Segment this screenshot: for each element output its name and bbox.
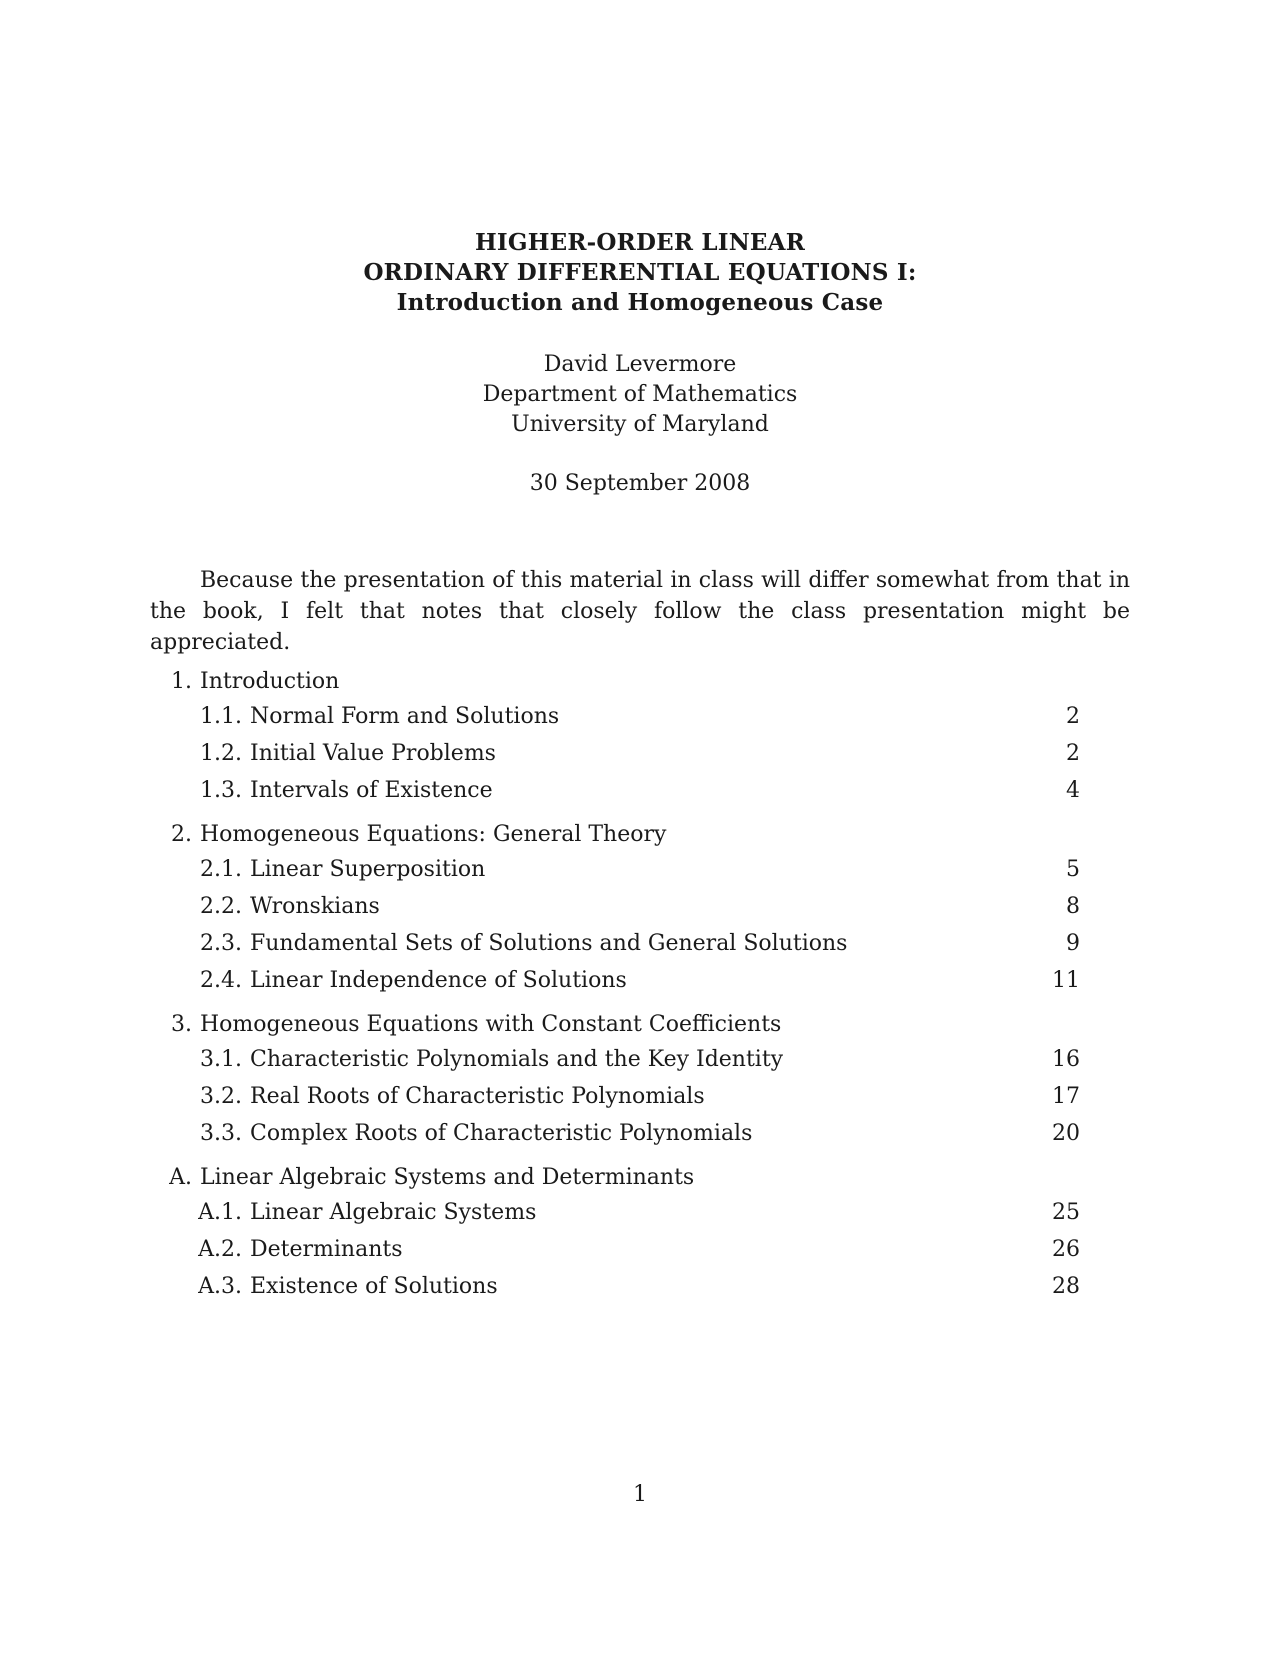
toc-entry [150, 851, 1080, 888]
toc-entry-label: Fundamental Sets of Solutions and General Solutions [250, 931, 848, 956]
toc-entry-label: Wronskians [250, 894, 380, 919]
toc-entry [150, 1194, 1080, 1231]
page-number: 1 [633, 1482, 647, 1507]
toc-entry-page: 5 [1066, 857, 1080, 882]
toc-section-label: Linear Algebraic Systems and Determinants [200, 1164, 695, 1190]
toc-entry-label: Linear Independence of Solutions [250, 968, 627, 993]
toc-entry-page: 28 [1052, 1274, 1080, 1299]
toc-entry-label: Intervals of Existence [250, 778, 493, 803]
paper-title [0, 228, 1280, 318]
toc-entry [150, 962, 1080, 999]
toc-entry-number: 2.1. [200, 857, 242, 882]
toc-section-label: Homogeneous Equations with Constant Coefficients [200, 1011, 782, 1037]
toc-entry-label: Linear Algebraic Systems [250, 1200, 537, 1225]
toc-entry-label: Determinants [250, 1237, 403, 1262]
toc-entry-page: 9 [1066, 931, 1080, 956]
toc-entry-page: 11 [1052, 968, 1080, 993]
toc-entry-label: Complex Roots of Characteristic Polynomials [250, 1121, 753, 1146]
title-line-3: Introduction and Homogeneous Case [396, 289, 884, 316]
toc-entry-number: A.1. [198, 1200, 242, 1225]
toc-entry-number: 2.2. [200, 894, 242, 919]
toc-entry-page: 25 [1052, 1200, 1080, 1225]
toc-section-label: Introduction [200, 668, 340, 694]
toc-entry-label: Characteristic Polynomials and the Key Identity [250, 1047, 784, 1072]
toc-entry-number: 1.2. [200, 741, 242, 766]
toc-entry-page: 2 [1066, 704, 1080, 729]
toc-section-number: 1. [171, 668, 192, 694]
paper-date: 30 September 2008 [529, 471, 751, 496]
toc-entry [150, 925, 1080, 962]
author-department: Department of Mathematics [482, 382, 798, 407]
toc-entry [150, 735, 1080, 772]
toc-section-heading [150, 817, 1080, 851]
toc-entry [150, 1268, 1080, 1305]
toc-entry-page: 8 [1066, 894, 1080, 919]
toc-entry-label: Initial Value Problems [250, 741, 496, 766]
toc-entry [150, 1041, 1080, 1078]
toc-entry [150, 1115, 1080, 1152]
toc-section-heading [150, 664, 1080, 698]
toc-entry [150, 888, 1080, 925]
toc-entry-page: 4 [1066, 778, 1080, 803]
toc-section [150, 1007, 1080, 1152]
toc-entry [150, 772, 1080, 809]
toc-section-number: 2. [171, 821, 192, 847]
toc-entry-number: 1.3. [200, 778, 242, 803]
toc-section-number: 3. [171, 1011, 192, 1037]
toc-section [150, 1160, 1080, 1305]
toc-entry-page: 2 [1066, 741, 1080, 766]
toc-entry [150, 1231, 1080, 1268]
author-block [0, 350, 1280, 440]
toc-entry-number: 1.1. [200, 704, 242, 729]
intro-paragraph: Because the presentation of this material in class will differ somewhat from that in the book, I felt that notes that closely follow the class presentation might be appreciated. [150, 568, 1130, 655]
toc-entry [150, 698, 1080, 735]
toc-section-number: A. [169, 1164, 192, 1190]
toc-section [150, 664, 1080, 809]
title-line-2: ORDINARY DIFFERENTIAL EQUATIONS I: [363, 259, 917, 286]
toc-entry-label: Linear Superposition [250, 857, 486, 882]
toc-entry-number: A.3. [198, 1274, 242, 1299]
toc-entry-page: 26 [1052, 1237, 1080, 1262]
title-line-1: HIGHER-ORDER LINEAR [474, 229, 806, 256]
toc-entry-page: 16 [1052, 1047, 1080, 1072]
toc-section [150, 817, 1080, 999]
toc-entry-label: Real Roots of Characteristic Polynomials [250, 1084, 705, 1109]
toc-section-label: Homogeneous Equations: General Theory [200, 821, 667, 847]
toc-section-heading [150, 1007, 1080, 1041]
table-of-contents [150, 664, 1080, 1313]
toc-section-heading [150, 1160, 1080, 1194]
toc-entry [150, 1078, 1080, 1115]
toc-entry-label: Normal Form and Solutions [250, 704, 560, 729]
toc-entry-number: 2.4. [200, 968, 242, 993]
toc-entry-page: 20 [1052, 1121, 1080, 1146]
author-name: David Levermore [543, 352, 737, 377]
toc-entry-label: Existence of Solutions [250, 1274, 498, 1299]
toc-entry-number: 3.1. [200, 1047, 242, 1072]
toc-entry-number: 3.3. [200, 1121, 242, 1146]
toc-entry-page: 17 [1052, 1084, 1080, 1109]
author-university: University of Maryland [511, 412, 769, 437]
toc-entry-number: 3.2. [200, 1084, 242, 1109]
toc-entry-number: 2.3. [200, 931, 242, 956]
toc-entry-number: A.2. [198, 1237, 242, 1262]
